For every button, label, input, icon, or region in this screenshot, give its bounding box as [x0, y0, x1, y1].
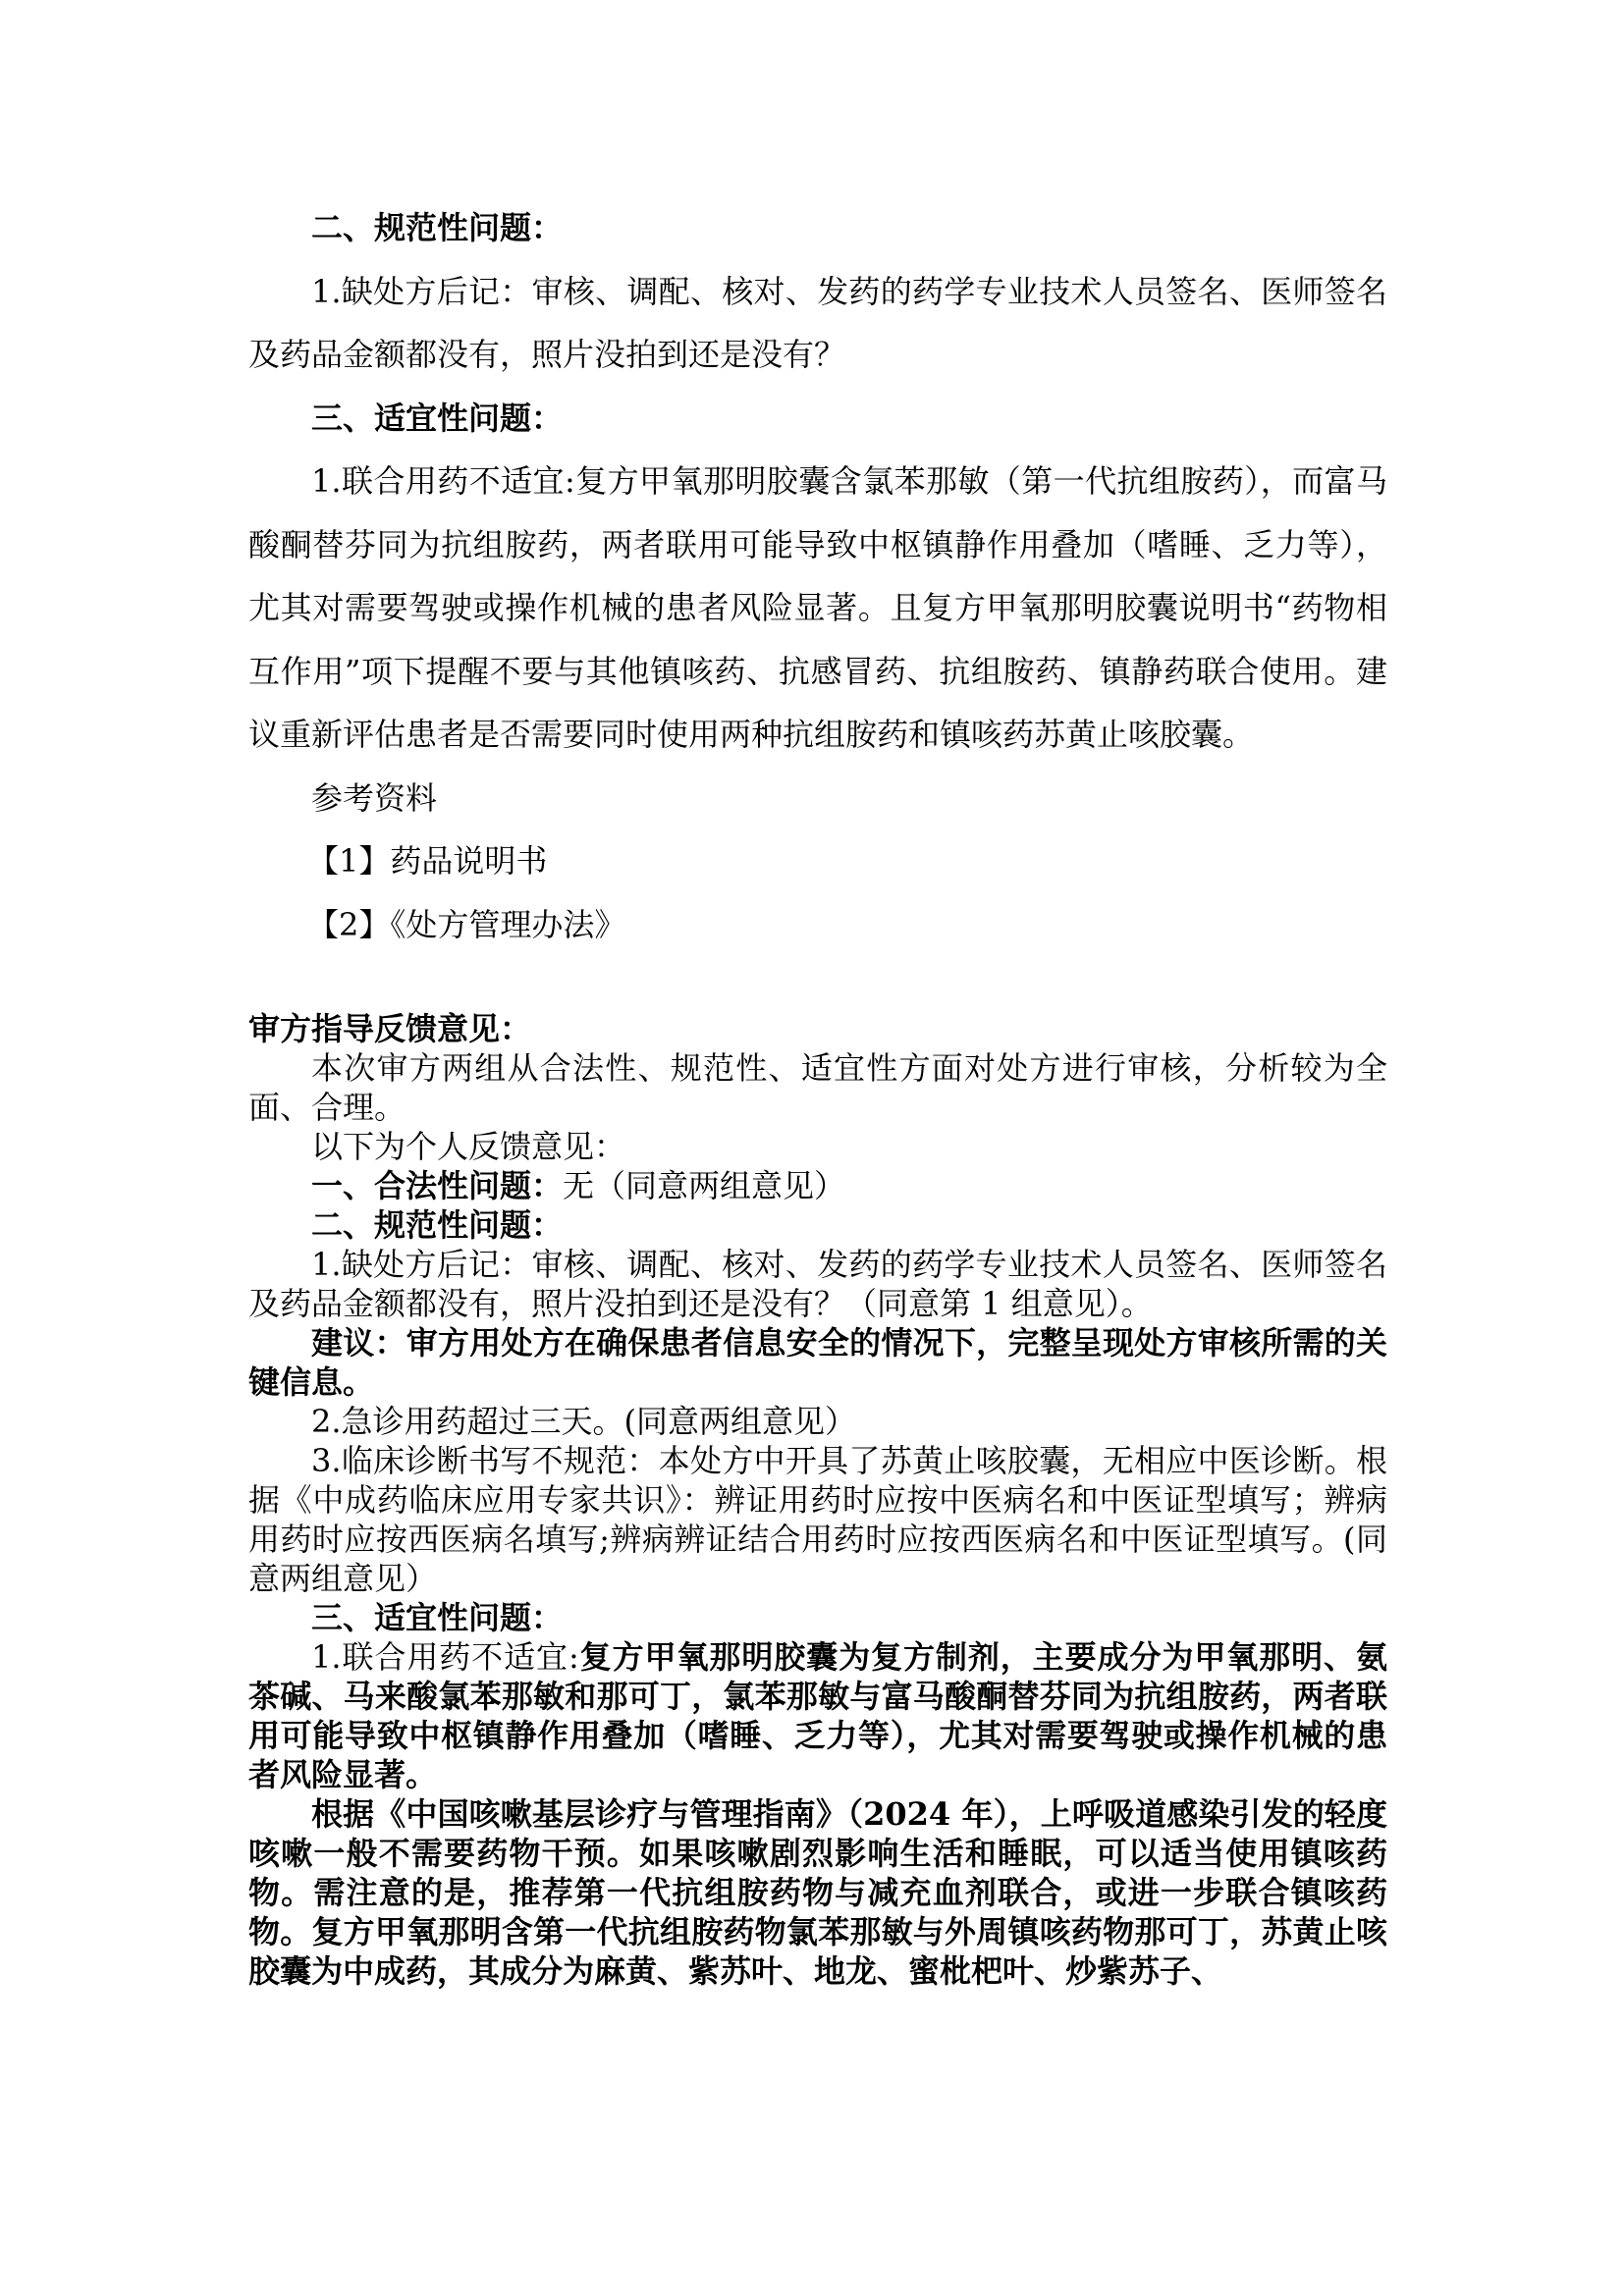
reference-item-1: 【1】药品说明书	[307, 842, 548, 880]
feedback-suggestion: 建议：审方用处方在确保患者信息安全的情况下，完整呈现处方审核所需的关键信息。	[248, 1324, 1387, 1401]
feedback-appropriateness-1	[248, 1637, 1387, 1794]
feedback-normative-1: 1.缺处方后记：审核、调配、核对、发药的药学专业技术人员签名、医师签名及药品金额都没有，照片没拍到还是没有？（同意第 1 组意见）。	[248, 1246, 1387, 1322]
feedback-title: 审方指导反馈意见：	[248, 1010, 532, 1047]
feedback-intro: 本次审方两组从合法性、规范性、适宜性方面对处方进行审核，分析较为全面、合理。	[248, 1049, 1387, 1126]
pharmacist-review-section	[248, 196, 1387, 956]
feedback-heading-normative: 二、规范性问题：	[311, 1206, 564, 1244]
paragraph-missing-postscript: 1.缺处方后记：审核、调配、核对、发药的药学专业技术人员签名、医师签名及药品金额都没有，照片没拍到还是没有？	[248, 272, 1387, 373]
feedback-legality	[248, 1166, 1387, 1205]
legality-text: 无（同意两组意见）	[563, 1167, 846, 1204]
reference-item-2: 【2】《处方管理办法》	[307, 905, 626, 943]
feedback-personal: 以下为个人反馈意见：	[311, 1128, 626, 1165]
feedback-heading-appropriateness: 三、适宜性问题：	[311, 1599, 564, 1636]
feedback-normative-3: 3.临床诊断书写不规范：本处方中开具了苏黄止咳胶囊，无相应中医诊断。根据《中成药临床应用专家共识》：辨证用药时应按中医病名和中医证型填写；辨病用药时应按西医病名填写;辨病辨证结合用药时应按西医病名和中医证型填写。(同意两组意见）	[248, 1442, 1387, 1597]
appropriateness-1-body: 复方甲氧那明胶囊为复方制剂，主要成分为甲氧那明、氨茶碱、马来酸氯苯那敏和那可丁，氯苯那敏与富马酸酮替芬同为抗组胺药，两者联用可能导致中枢镇静作用叠加（嗜睡、乏力等），尤其对需要驾驶或操作机械的患者风险显著。	[248, 1638, 1387, 1793]
guidance-feedback-section	[248, 1009, 1387, 1991]
feedback-appropriateness-2: 根据《中国咳嗽基层诊疗与管理指南》（2024 年），上呼吸道感染引发的轻度咳嗽一般不需要药物干预。如果咳嗽剧烈影响生活和睡眠，可以适当使用镇咳药物。需注意的是，推荐第一代抗组胺药物与减充血剂联合，或进一步联合镇咳药物。复方甲氧那明含第一代抗组胺药物氯苯那敏与外周镇咳药物那可丁，苏黄止咳胶囊为中成药，其成分为麻黄、紫苏叶、地龙、蜜枇杷叶、炒紫苏子、	[248, 1795, 1387, 1990]
legality-label: 一、合法性问题：	[311, 1167, 564, 1204]
appropriateness-1-lead: 1.联合用药不适宜:	[311, 1638, 579, 1676]
feedback-normative-2: 2.急诊用药超过三天。(同意两组意见）	[311, 1403, 857, 1440]
heading-appropriateness-issues: 三、适宜性问题：	[311, 399, 564, 437]
heading-normative-issues: 二、规范性问题：	[311, 209, 564, 246]
paragraph-combination-inappropriate: 1.联合用药不适宜:复方甲氧那明胶囊含氯苯那敏（第一代抗组胺药），而富马酸酮替芬同为抗组胺药，两者联用可能导致中枢镇静作用叠加（嗜睡、乏力等），尤其对需要驾驶或操作机械的患者风险显著。且复方甲氧那明胶囊说明书“药物相互作用”项下提醒不要与其他镇咳药、抗感冒药、抗组胺药、镇静药联合使用。建议重新评估患者是否需要同时使用两种抗组胺药和镇咳药苏黄止咳胶囊。	[248, 462, 1387, 753]
references-title: 参考资料	[311, 778, 438, 817]
